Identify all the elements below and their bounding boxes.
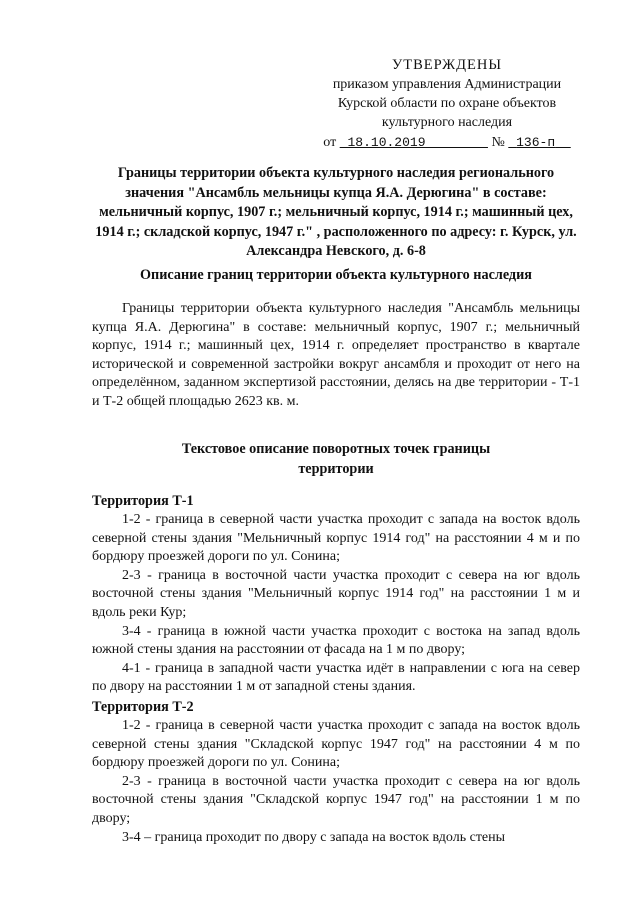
from-label: от [323, 135, 337, 150]
number-label: № [491, 135, 505, 150]
approval-line-1: приказом управления Администрации [332, 77, 562, 92]
territory-1-list [92, 511, 580, 697]
description-paragraph: Границы территории объекта культурного наследия "Ансамбль мельницы купца Я.А. Дерюгина" в составе: мельничный корпус, 1907 г.; мельничный корпус, 1914 г.; машинный цех, 1914 г. определяет пространство в квартале исторической и современной застройки вокруг ансамбля и проходит от него на определённом, заданном экспертизой расстоянии, делясь на две территории - Т-1 и Т-2 общей площадью 2623 кв. м. [92, 301, 580, 409]
section-title-description: Описание границ территории объекта культурного наследия [140, 267, 532, 283]
list-item: 2-3 - граница в восточной части участка проходит с севера на юг вдоль восточной стены здания "Складской корпус 1947 год" на расстоянии 1 м по двору; [92, 773, 580, 826]
territory-2-list [92, 717, 580, 847]
list-item: 3-4 – граница проходит по двору с запада на восток вдоль стены [122, 829, 506, 845]
order-date: 18.10.2019 [347, 135, 426, 150]
territory-2-heading: Территория Т-2 [92, 699, 194, 715]
list-item: 2-3 - граница в восточной части участка проходит с севера на юг вдоль восточной стены здания "Мельничный корпус 1914 год" на расстоянии 1 м и вдоль реки Кур; [92, 567, 580, 620]
list-item: 1-2 - граница в северной части участка проходит с запада на восток вдоль северной стены здания "Мельничный корпус 1914 год" на расстоянии 4 м и по бордюру проезжей дороги по ул. Сонина; [92, 512, 580, 565]
list-item: 1-2 - граница в северной части участка проходит с запада на восток вдоль северной стены здания "Складской корпус 1947 год" на расстоянии 4 м по бордюру проезжей дороги по ул. Сонина; [92, 718, 580, 771]
territory-1-heading: Территория Т-1 [92, 493, 194, 509]
approval-line-3: культурного наследия [381, 115, 513, 130]
list-item: 4-1 - граница в западной части участка идёт в направлении с юга на север по двору на расстоянии 1 м от западной стены здания. [92, 660, 580, 695]
approval-heading: УТВЕРЖДЕНЫ [391, 57, 503, 73]
order-number: 136-п [516, 135, 556, 150]
list-item: 3-4 - граница в южной части участка проходит с востока на запад вдоль южной стены здания на расстоянии от фасада на 1 м по двору; [92, 623, 580, 658]
approval-line-2: Курской области по охране объектов [337, 96, 557, 111]
document-title: Границы территории объекта культурного наследия регионального значения "Ансамбль мельницы купца Я.А. Дерюгина" в составе: мельничный корпус, 1907 г.; мельничный корпус, 1914 г.; машинный цех, 1914 г.; складской корпус, 1947 г." , расположенного по адресу: г. Курск, ул. Александра Невского, д. 6-8 [95, 165, 577, 260]
section-title-points: Текстовое описание поворотных точек границы территории [181, 441, 491, 477]
order-reference [312, 133, 582, 152]
approval-stamp [312, 56, 582, 152]
